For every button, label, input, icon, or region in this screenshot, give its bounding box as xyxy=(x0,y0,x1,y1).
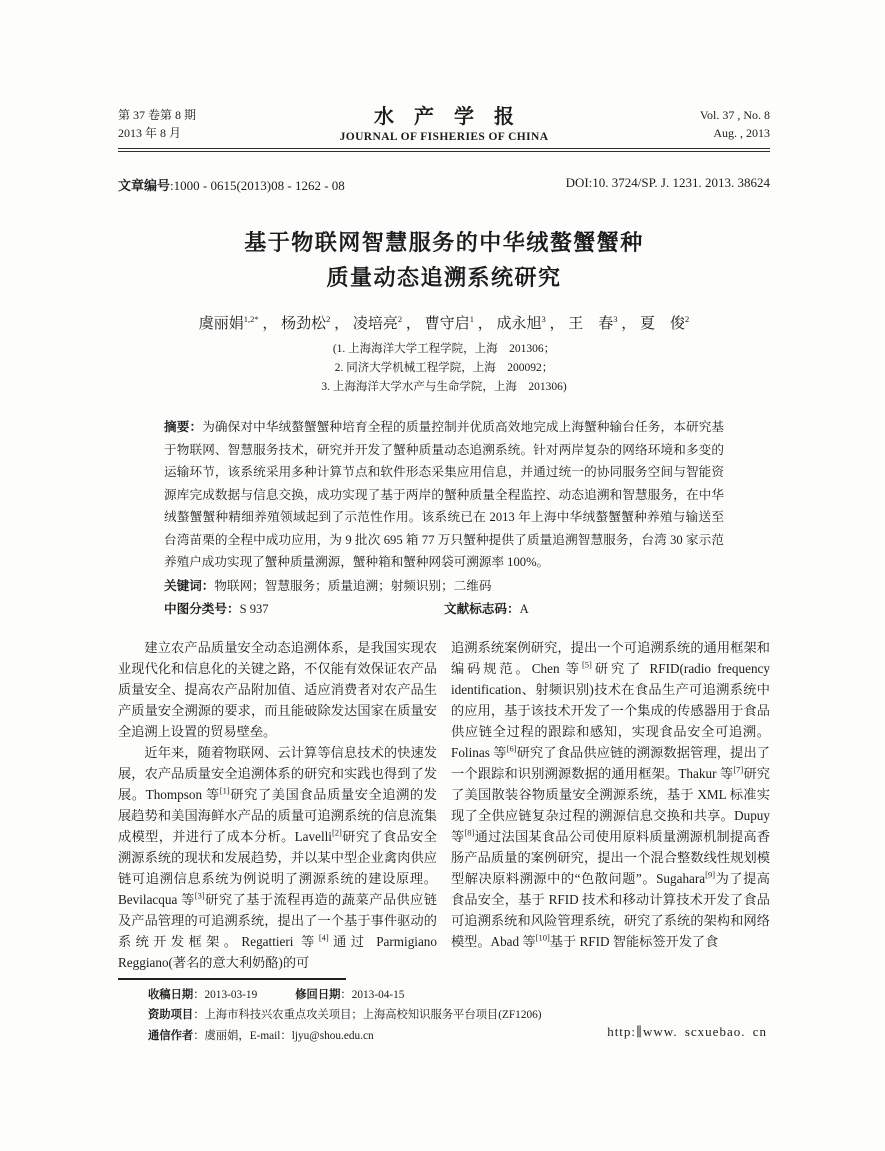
clc-label: 中图分类号： xyxy=(164,601,240,616)
document-code-value: A xyxy=(519,601,529,616)
author-list: 虞丽娟$^{1,2*}$ ， 杨劲松$^2$ ， 凌培亮$^2$ ， 曹守启$^1$ ， 成永旭$^3$ ， 王 春$^3$ ， 夏 俊$^2$ xyxy=(198,314,690,332)
page-content xyxy=(118,106,770,1046)
footnote-dates xyxy=(148,985,770,1006)
article-doi: DOI:10. 3724/SP. J. 1231. 2013. 38624 xyxy=(565,175,770,190)
funding-value: ：上海市科技兴农重点攻关项目；上海高校知识服务平台项目(ZF1206) xyxy=(193,1009,542,1021)
footnote-funding xyxy=(148,1005,770,1026)
revised-date-value: ：2013-04-15 xyxy=(340,988,405,1001)
issue-date-cn: 2013 年 8 月 xyxy=(118,126,182,140)
body-paragraph-1: 建立农产品质量安全动态追溯体系，是我国实现农业现代化和信息化的关键之路，不仅能有效保证农产品质量安全、提高农产品附加值、适应消费者对农产品生产质量安全溯源的要求，而且能破除发达国家在质量安全追溯上设置的贸易壁垒。 xyxy=(118,639,437,739)
corresponding-author-label: 通信作者 xyxy=(148,1029,194,1042)
journal-title-cn: 水 产 学 报 xyxy=(374,106,514,128)
affiliation-list xyxy=(118,340,770,397)
received-date-value: ：2013-03-19 xyxy=(193,988,258,1001)
revised-date-label: 修回日期 xyxy=(295,988,341,1001)
article-meta-row xyxy=(118,175,770,194)
clc-number xyxy=(164,598,444,620)
issue-volume-cn: 第 37 卷第 8 期 xyxy=(118,108,197,122)
keywords-text: 物联网；智慧服务；质量追溯；射频识别；二维码 xyxy=(214,578,492,593)
article-title xyxy=(118,225,770,295)
journal-header xyxy=(118,106,770,143)
body-paragraph-2: 近年来，随着物联网、云计算等信息技术的快速发展，农产品质量安全追溯体系的研究和实践也得到了发展。Thompson 等[1]研究了美国食品质量安全追溯的发展趋势和美国海鲜水产品的质量可追溯系统的信息流集成模型，并进行了成本分析。Lavelli[2]研究了食品安全溯源系统的现状和发展趋势，并以某中型企业禽肉供应链可追溯信息系统为例说明了溯源系统的建设原理。Bevilacqua 等[3]研究了基于流程再造的蔬菜产品供应链及产品管理的可追溯系统，提出了一个基于事件驱动的系统开发框架。Regattieri 等[4]通过 Parmigiano Reggiano(著名的意大利奶酪)的可 xyxy=(118,744,437,970)
issue-volume-en: Vol. 37 , No. 8 xyxy=(699,108,770,122)
article-number xyxy=(118,175,345,194)
abstract xyxy=(164,416,724,574)
funding-label: 资助项目 xyxy=(148,1009,194,1021)
affiliation-2: 2. 同济大学机械工程学院，上海 200092； xyxy=(334,362,554,374)
clc-value: S 937 xyxy=(239,601,269,616)
classification-row xyxy=(164,598,724,620)
journal-title-en: JOURNAL OF FISHERIES OF CHINA xyxy=(339,131,549,143)
footnote-divider xyxy=(118,978,346,980)
body-columns xyxy=(118,637,770,973)
article-title-line2: 质量动态追溯系统研究 xyxy=(326,265,562,290)
received-date-label: 收稿日期 xyxy=(148,988,194,1001)
keywords-label: 关键词： xyxy=(164,578,215,593)
article-title-line1: 基于物联网智慧服务的中华绒螯蟹蟹种 xyxy=(244,230,644,255)
keywords xyxy=(164,575,724,597)
issue-info-en xyxy=(620,106,770,142)
body-paragraph-2-continued: 追溯系统案例研究，提出一个可追溯系统的通用框架和编码规范。Chen 等[5]研究了 RFID(radio frequency identification、射频识别)技术在食品生产可追溯系统中的应用，基于该技术开发了一个集成的传感器用于食品供应链全过程的跟踪和感知，实现食品安全可追溯。Folinas 等[6]研究了食品供应链的溯源数据管理，提出了一个跟踪和识别溯源数据的通用框架。Thakur 等[7]研究了美国散装谷物质量安全溯源系统，基于 XML 标准实现了全供应链复杂过程的溯源信息交换和共享。Dupuy 等[8]通过法国某食品公司使用原料质量溯源机制提高香肠产品质量的案例研究，提出一个混合整数线性规划模型解决原料溯源中的“色散问题”。Sugahara[9]为了提高食品安全，基于 RFID 技术和移动计算技术开发了食品可追溯系统和风险管理系统，研究了系统的架构和网络模型。Abad 等[10]基于 RFID 智能标签开发了食 xyxy=(451,639,771,949)
journal-title-block xyxy=(268,106,620,143)
right-column xyxy=(451,637,770,973)
header-divider xyxy=(118,148,770,152)
affiliation-1: (1. 上海海洋大学工程学院，上海 201306； xyxy=(332,343,556,355)
left-column xyxy=(118,637,437,973)
corresponding-author-value: ：虞丽娟，E-mail：ljyu@shou.edu.cn xyxy=(193,1029,374,1042)
journal-website-url: http:∥www. scxuebao. cn xyxy=(607,1024,767,1039)
affiliation-3: 3. 上海海洋大学水产与生命学院，上海 201306) xyxy=(321,381,567,393)
abstract-label: 摘要： xyxy=(164,420,203,434)
issue-date-en: Aug. , 2013 xyxy=(713,126,770,140)
document-code xyxy=(444,598,529,620)
document-code-label: 文献标志码： xyxy=(444,601,520,616)
article-number-value: :1000 - 0615(2013)08 - 1262 - 08 xyxy=(170,178,345,193)
article-number-label: 文章编号 xyxy=(118,178,171,193)
abstract-text: 为确保对中华绒螯蟹蟹种培育全程的质量控制并优质高效地完成上海蟹种输台任务，本研究基于物联网、智慧服务技术，研究并开发了蟹种质量动态追溯系统。针对两岸复杂的网络环境和多变的运输环节，该系统采用多种计算节点和软件形态采集应用信息，并通过统一的协同服务空间与智能资源库完成数据与信息交换，成功实现了基于两岸的蟹种质量全程监控、动态追溯和智慧服务，在中华绒螯蟹蟹种精细养殖领域起到了示范性作用。该系统已在 2013 年上海中华绒螯蟹蟹种养殖与输送至台湾苗栗的全程中成功应用，为 9 批次 695 箱 77 万只蟹种提供了质量追溯智慧服务，台湾 30 家示范养殖户成功实现了蟹种质量溯源，蟹种箱和蟹种网袋可溯源率 100%。 xyxy=(164,420,725,569)
issue-info-cn xyxy=(118,106,268,142)
